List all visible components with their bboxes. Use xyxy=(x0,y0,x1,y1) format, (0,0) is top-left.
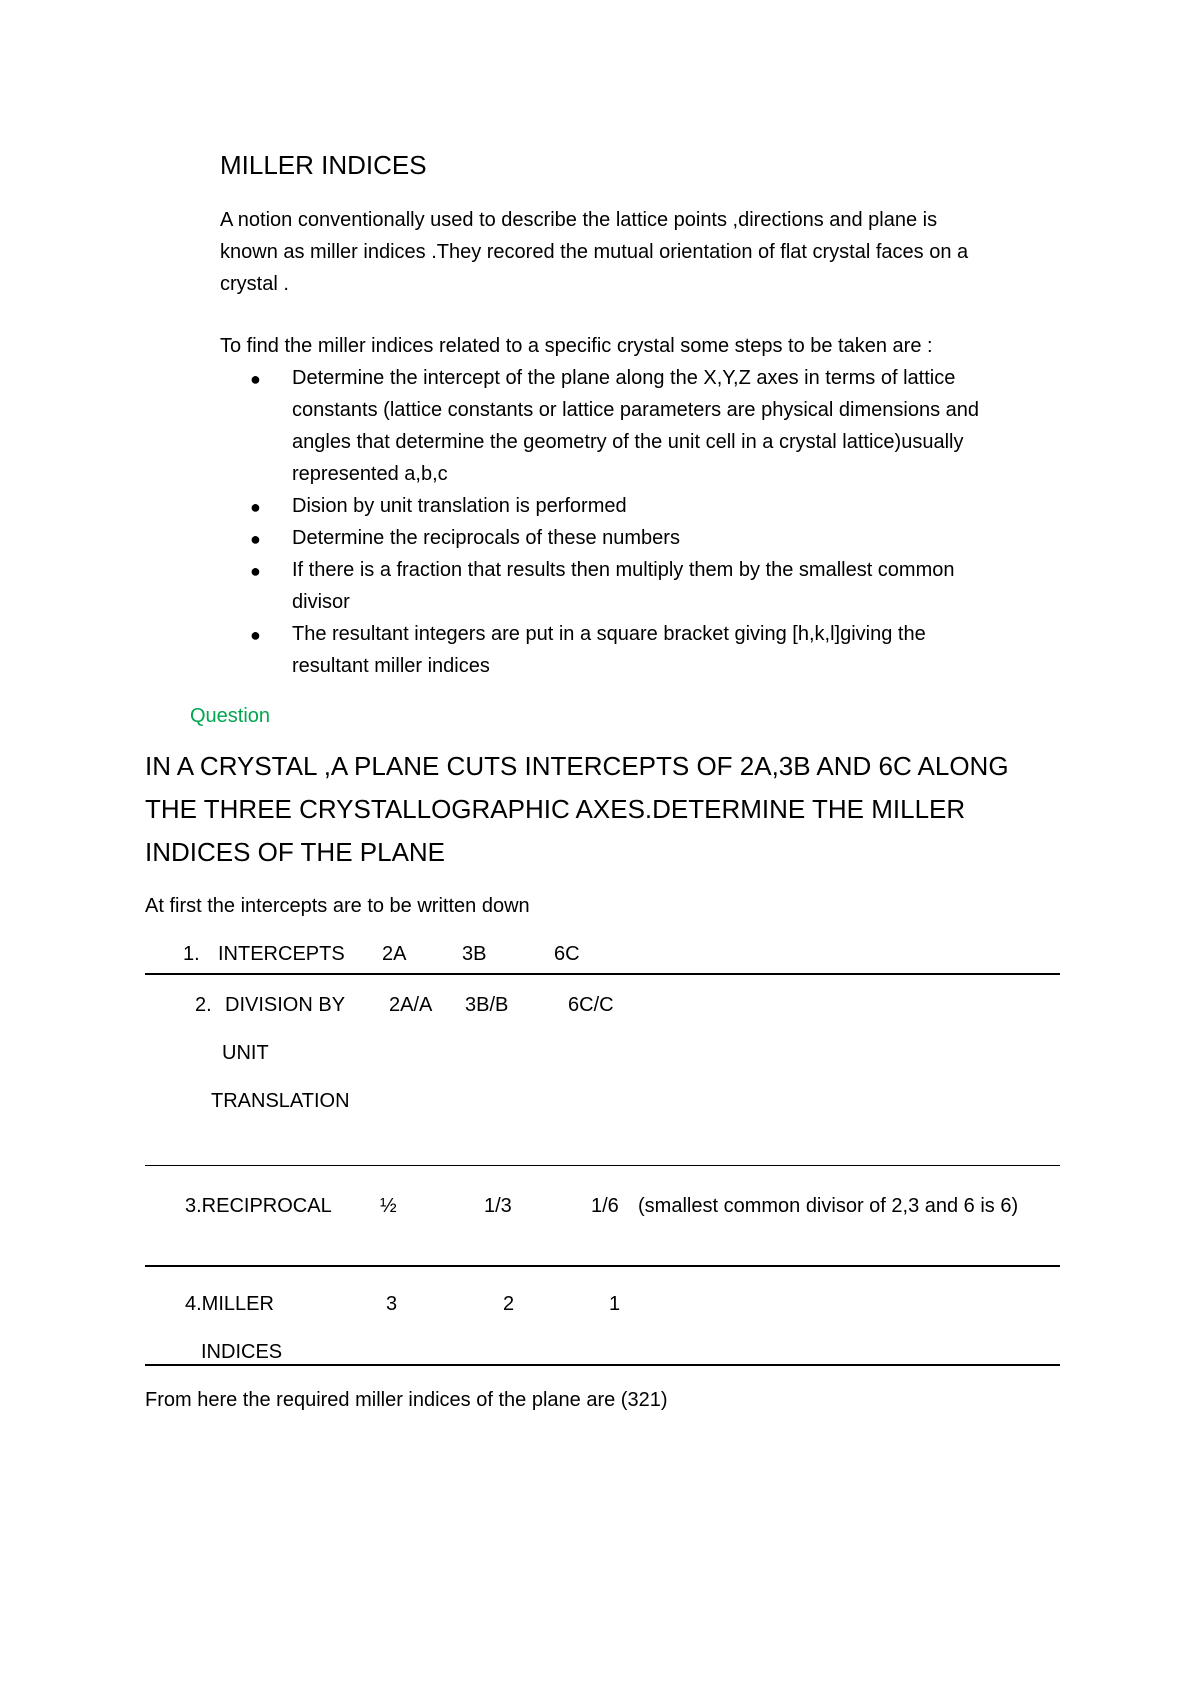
bullet-icon: ● xyxy=(250,497,261,517)
bullet-icon: ● xyxy=(250,369,261,389)
table-rule xyxy=(145,1165,1060,1166)
row-label: DIVISION BY xyxy=(225,994,346,1016)
cell-z: 6C/C xyxy=(568,994,614,1016)
cell-z: 6C xyxy=(554,943,580,965)
bullet-icon: ● xyxy=(250,561,261,581)
list-item-line: divisor xyxy=(292,591,350,613)
conclusion: From here the required miller indices of the plane are (321) xyxy=(145,1389,668,1411)
cell-y: 3B/B xyxy=(465,994,509,1016)
list-item-line: The resultant integers are put in a square bracket giving [h,k,l]giving the xyxy=(292,623,926,645)
bullet-icon: ● xyxy=(250,529,261,549)
list-item-line: If there is a fraction that results then multiply them by the smallest common xyxy=(292,559,955,581)
table-rule xyxy=(145,1265,1060,1267)
question-line: INDICES OF THE PLANE xyxy=(145,837,446,867)
row-label: INDICES xyxy=(201,1341,283,1363)
question-line: IN A CRYSTAL ,A PLANE CUTS INTERCEPTS OF 2A,3B AND 6C ALONG xyxy=(145,751,1009,781)
row-label: TRANSLATION xyxy=(211,1090,350,1112)
intro-line: crystal . xyxy=(220,273,289,295)
list-item-line: Determine the intercept of the plane along the X,Y,Z axes in terms of lattice xyxy=(292,367,956,389)
cell-z: 1 xyxy=(609,1293,621,1315)
list-item-line: constants (lattice constants or lattice parameters are physical dimensions and xyxy=(292,399,980,421)
intro-line: A notion conventionally used to describe the lattice points ,directions and plane is xyxy=(220,209,938,231)
row-number: 2. xyxy=(195,994,212,1016)
page-title: MILLER INDICES xyxy=(220,150,427,180)
cell-x: ½ xyxy=(380,1195,397,1217)
row-label: INTERCEPTS xyxy=(218,943,345,965)
cell-x: 3 xyxy=(386,1293,398,1315)
table-rule xyxy=(145,973,1060,975)
cell-y: 2 xyxy=(503,1293,515,1315)
bullet-icon: ● xyxy=(250,625,261,645)
cell-x: 2A xyxy=(382,943,407,965)
list-item-line: resultant miller indices xyxy=(292,655,490,677)
list-item-line: represented a,b,c xyxy=(292,463,448,485)
table-rule xyxy=(145,1364,1060,1366)
cell-x: 2A/A xyxy=(389,994,433,1016)
first-line: At first the intercepts are to be written down xyxy=(145,895,530,917)
cell-y: 1/3 xyxy=(484,1195,512,1217)
list-item-line: Dision by unit translation is performed xyxy=(292,495,627,517)
cell-y: 3B xyxy=(462,943,487,965)
list-item-line: Determine the reciprocals of these numbers xyxy=(292,527,680,549)
question-line: THE THREE CRYSTALLOGRAPHIC AXES.DETERMINE THE MILLER xyxy=(145,794,966,824)
steps-lead: To find the miller indices related to a specific crystal some steps to be taken are : xyxy=(220,335,933,357)
list-item-line: angles that determine the geometry of the unit cell in a crystal lattice)usually xyxy=(292,431,964,453)
question-label: Question xyxy=(190,705,271,727)
row-label: 3.RECIPROCAL xyxy=(185,1195,332,1217)
row-number: 1. xyxy=(183,943,200,965)
cell-z: 1/6 xyxy=(591,1195,619,1217)
row-label: UNIT xyxy=(222,1042,269,1064)
intro-line: known as miller indices .They recored the mutual orientation of flat crystal faces on a xyxy=(220,241,969,263)
row-label: 4.MILLER xyxy=(185,1293,274,1315)
cell-note: (smallest common divisor of 2,3 and 6 is 6) xyxy=(638,1195,1019,1217)
